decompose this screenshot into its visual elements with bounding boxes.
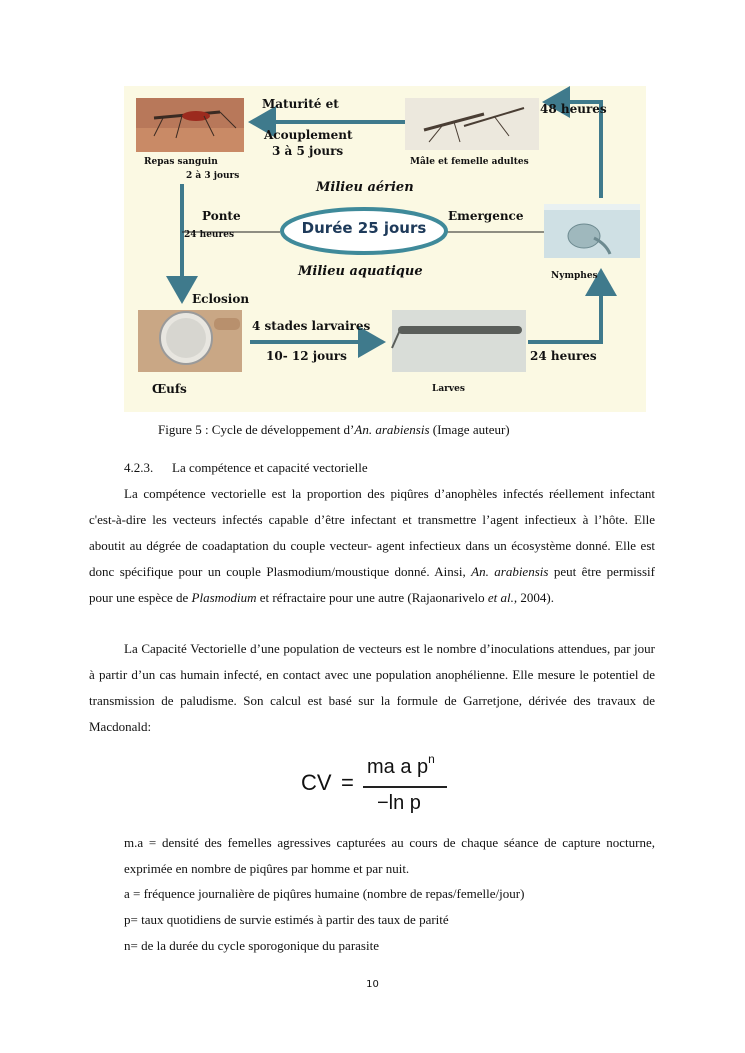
section-title: La compétence et capacité vectorielle [172,460,368,475]
blood-meal-label: Repas sanguin [144,157,218,167]
mating-label: Acouplement [264,128,353,142]
formula-fraction-bar [363,786,447,788]
formula-denominator: −ln p [377,792,421,814]
larvae-label: Larves [432,384,465,394]
eggs-photo [138,310,242,372]
adults-label: Mâle et femelle adultes [410,157,529,167]
life-cycle-figure [124,86,646,412]
pupae-label: Nymphes [551,271,598,281]
duration-label: Durée 25 jours [301,219,427,237]
larvae-photo [392,310,526,372]
larval-stages-label: 4 stades larvaires [252,319,371,333]
larval-duration-label: 10- 12 jours [266,349,347,363]
blood-meal-duration-label: 2 à 3 jours [186,171,240,181]
egg-laying-duration-label: 24 heures [184,230,235,240]
definition-p: p= taux quotidiens de survie estimés à partir des taux de parité [124,912,449,927]
mosquito-blood-meal-photo [136,98,244,152]
page-number: 10 [366,979,379,990]
cycle-diagram [124,86,646,412]
pupa-photo [544,204,640,258]
eggs-label: Œufs [152,382,187,396]
maturity-label: Maturité et [262,97,339,111]
arrow-pupa-to-adults [546,102,601,198]
figure-caption: Figure 5 : Cycle de développement d’An. arabiensis (Image auteur) [158,422,510,437]
adult-mosquitoes-photo [405,98,539,150]
formula-equals: = [341,770,354,795]
paragraph-competence: La compétence vectorielle est la proportion des piqûres d’anophèles infectés réellement infectant c'est-à-dire les vecteurs infectés capable d’être infectant et transmettre l’agent infectieux à l’hôte. Elle aboutit au dégrée de coadaptation du couple vecteur- agent infectieux dans un écosystème donné. Elle est donc spécifique pour un couple Plasmodium/moustique donné. Ainsi, An. arabiensis peut être permissif pour une espèce de Plasmodium et réfractaire pour une autre (Rajaonarivelo et al., 2004). [89,486,655,605]
aerial-environment-label: Milieu aérien [316,180,414,195]
hours-24-label: 24 heures [530,349,597,363]
section-number: 4.2.3. [124,460,154,475]
egg-laying-label: Ponte [202,209,241,223]
hatching-label: Eclosion [192,292,250,306]
emergence-label: Emergence [448,209,524,223]
definition-a: a = fréquence journalière de piqûres humaine (nombre de repas/femelle/jour) [124,886,525,901]
definition-n: n= de la durée du cycle sporogonique du parasite [124,938,379,953]
vectorial-capacity-formula [289,748,454,824]
paragraph-capacity: La Capacité Vectorielle d’une population de vecteurs est le nombre d’inoculations attendues, par jour à partir d’un cas humain infecté, en contact avec une population anophélienne. Elle mesure le potentiel de transmission de paludisme. Son calcul est basé sur la formule de Garretjone, dérivée des travaux de Macdonald: [89,641,655,734]
definition-ma: m.a = densité des femelles agressives capturées au cours de chaque séance de capture nocturne, exprimée en nombre de piqûres par homme et par nuit. [124,835,655,876]
aquatic-environment-label: Milieu aquatique [298,264,423,279]
section-heading [124,460,368,476]
hours-48-label: 48 heures [540,102,607,116]
formula-lhs: CV [301,770,332,795]
mating-duration-label: 3 à 5 jours [272,144,344,158]
arrow-larvae-to-pupa [528,272,601,342]
formula-numerator: ma a $p^n$ [367,752,435,778]
